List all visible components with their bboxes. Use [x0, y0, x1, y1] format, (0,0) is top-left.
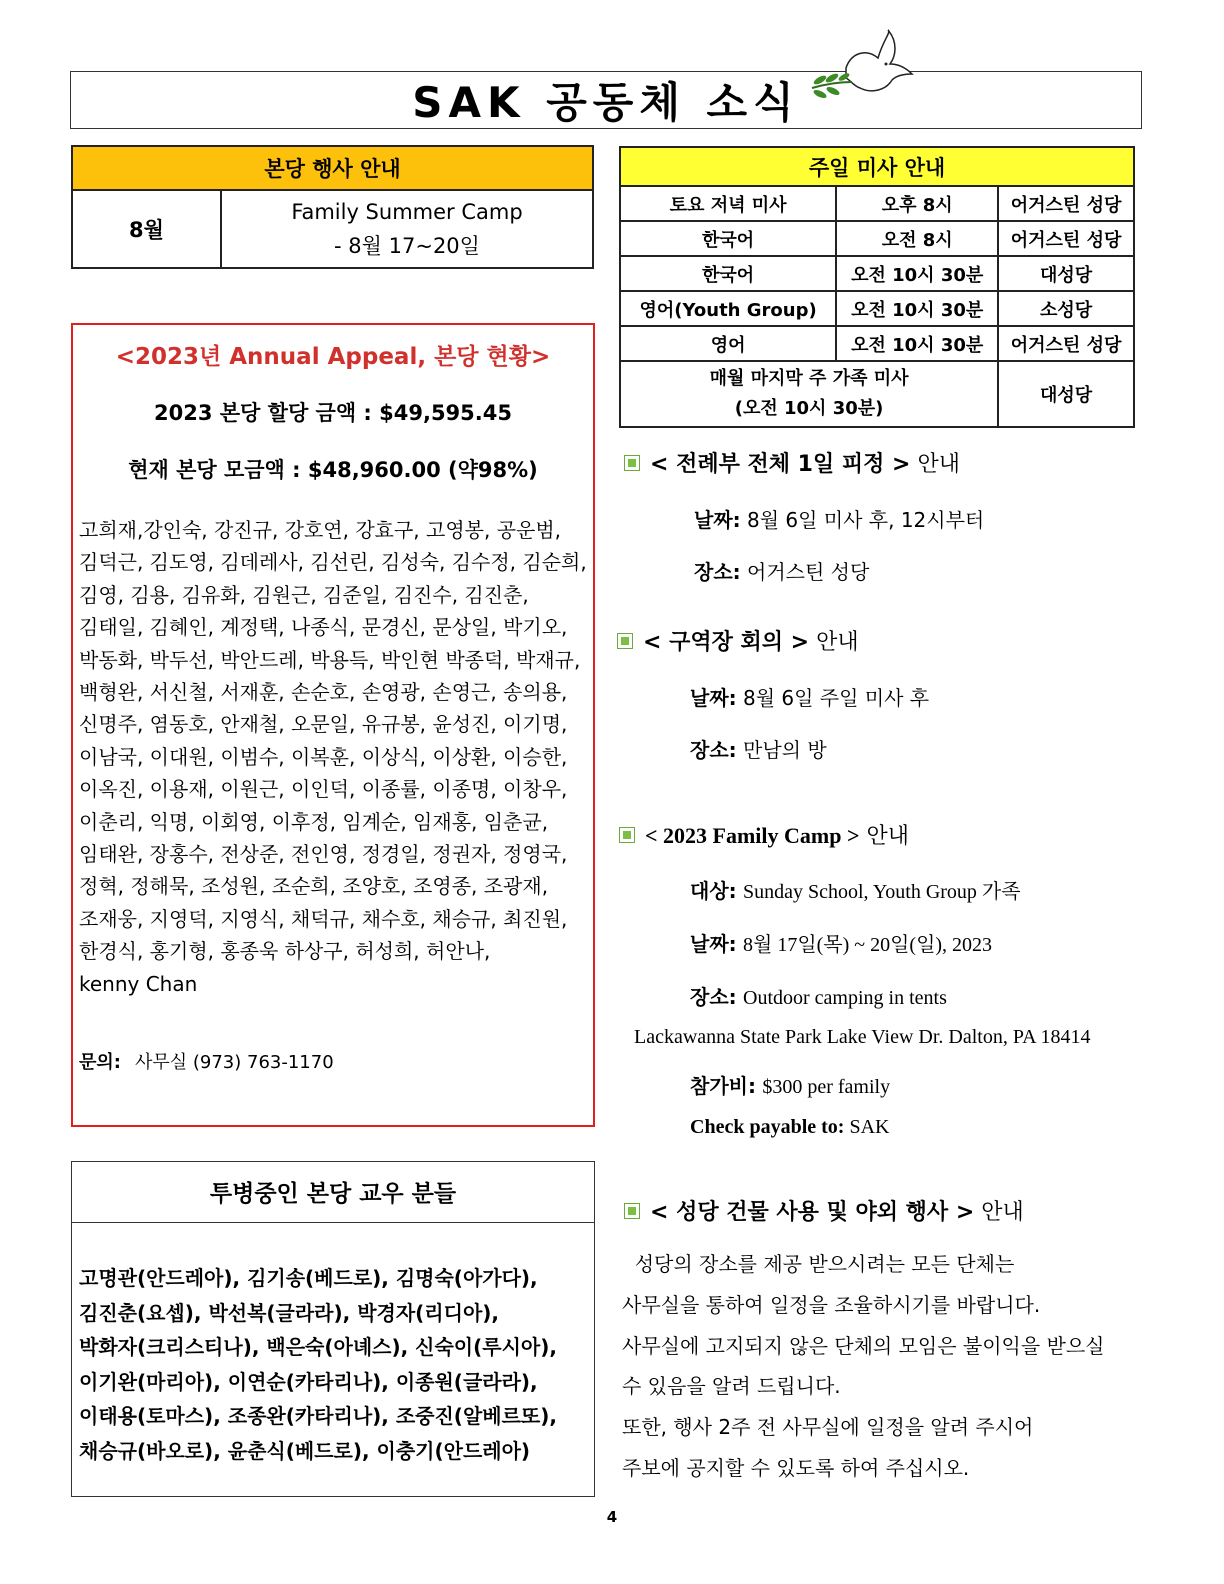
- appeal-title: <2023년 Annual Appeal, 본당 현황>: [115, 344, 551, 370]
- camp-date: [690, 928, 992, 957]
- camp-target: [690, 875, 1021, 904]
- sick-line: 이태용(토마스), 조종완(카타리나), 조중진(알베르또),: [79, 1404, 557, 1429]
- bullet-square-icon: [624, 455, 640, 471]
- mass-type: 영어: [620, 326, 836, 361]
- notice-line: 또한, 행사 2주 전 사무실에 일정을 알려 주시어: [622, 1415, 1034, 1440]
- retreat-heading-suffix: 안내: [917, 452, 961, 477]
- mass-place: 어거스틴 성당: [998, 186, 1134, 221]
- sick-line: 이기완(마리아), 이연순(카타리나), 이종원(글라라),: [79, 1369, 538, 1394]
- meeting-date: [690, 682, 929, 711]
- family-mass-time: (오전 10시 30분): [734, 398, 884, 419]
- place-value: 어거스틴 성당: [747, 560, 870, 584]
- place-value: 만남의 방: [743, 738, 827, 762]
- camp-place: [690, 981, 947, 1010]
- donor-line: 박동화, 박두선, 박안드레, 박용득, 박인현 박종덕, 박재규,: [79, 647, 581, 672]
- appeal-raised-amount: 현재 본당 모금액 : $48,960.00 (약98%): [128, 458, 538, 482]
- place-value: Outdoor camping in tents: [743, 987, 947, 1009]
- date-label: 날짜:: [694, 508, 741, 532]
- parish-events-table: [71, 145, 594, 269]
- donor-line: kenny Chan: [79, 971, 198, 996]
- sick-line: 김진춘(요셉), 박선복(글라라), 박경자(리디아),: [79, 1300, 500, 1325]
- sick-list: [79, 1261, 589, 1469]
- mass-row: [620, 186, 1134, 221]
- sick-list-title: 투병중인 본당 교우 분들: [209, 1181, 457, 1207]
- camp-fee: [690, 1070, 890, 1099]
- event-dates: - 8월 17~20일: [334, 234, 480, 258]
- target-label: 대상:: [690, 879, 737, 903]
- notice-line: 수 있음을 알려 드립니다.: [622, 1374, 841, 1399]
- donor-line: 조재웅, 지영덕, 지영식, 채덕규, 채수호, 채승규, 최진원,: [79, 906, 568, 931]
- contact-label: 문의:: [79, 1052, 121, 1073]
- donor-line: 백형완, 서신철, 서재훈, 손순호, 손영광, 손영근, 송의용,: [79, 680, 568, 705]
- sick-line: 고명관(안드레아), 김기송(베드로), 김명숙(아가다),: [79, 1266, 538, 1290]
- date-value: 8월 17일(목) ~ 20일(일), 2023: [743, 934, 993, 956]
- donor-line: 이남국, 이대원, 이범수, 이복훈, 이상식, 이상환, 이승한,: [79, 744, 568, 769]
- camp-heading-title: < 2023 Family Camp >: [645, 823, 860, 848]
- family-mass-desc: [620, 361, 998, 427]
- place-label: 장소:: [690, 985, 737, 1009]
- place-label: 장소:: [690, 738, 737, 762]
- event-description: [221, 190, 593, 268]
- mass-type: 한국어: [620, 221, 836, 256]
- camp-address: Lackawanna State Park Lake View Dr. Dalton, PA 18414: [634, 1026, 1091, 1048]
- check-label: Check payable to:: [690, 1116, 845, 1138]
- place-label: 장소:: [694, 560, 741, 584]
- mass-row: [620, 326, 1134, 361]
- mass-row: [620, 221, 1134, 256]
- family-mass-row: [620, 361, 1134, 427]
- date-value: 8월 6일 미사 후, 12시부터: [747, 508, 985, 532]
- mass-type: 영어(Youth Group): [620, 291, 836, 326]
- sick-list-divider: [71, 1222, 595, 1223]
- mass-row: [620, 291, 1134, 326]
- donor-line: 이옥진, 이용재, 이원근, 이인덕, 이종률, 이종명, 이창우,: [79, 777, 568, 802]
- check-value: SAK: [849, 1116, 890, 1138]
- mass-time: 오전 10시 30분: [836, 291, 998, 326]
- retreat-place: [694, 556, 869, 585]
- event-month: 8월: [72, 190, 221, 268]
- donor-list: [79, 514, 591, 1000]
- retreat-heading: [624, 447, 960, 478]
- building-use-heading-title: < 성당 건물 사용 및 야외 행사 >: [650, 1200, 975, 1225]
- mass-time: 오전 10시 30분: [836, 256, 998, 291]
- mass-time: 오후 8시: [836, 186, 998, 221]
- mass-type: 한국어: [620, 256, 836, 291]
- donor-line: 신명주, 염동호, 안재철, 오문일, 유규봉, 윤성진, 이기명,: [79, 712, 568, 737]
- fee-label: 참가비:: [690, 1074, 756, 1098]
- page-title: SAK 공동체 소식: [412, 78, 800, 127]
- contact-phone: 사무실 (973) 763-1170: [134, 1052, 334, 1073]
- sick-line: 박화자(크리스티나), 백은숙(아녜스), 신숙이(루시아),: [79, 1335, 557, 1360]
- building-use-heading: [624, 1195, 1024, 1226]
- events-header: 본당 행사 안내: [72, 146, 593, 190]
- event-name: Family Summer Camp: [291, 200, 523, 224]
- notice-line: 사무실에 고지되지 않은 단체의 모임은 불이익을 받으실: [622, 1333, 1105, 1358]
- meeting-heading-title: < 구역장 회의 >: [643, 630, 810, 655]
- family-mass-place: 대성당: [998, 361, 1134, 427]
- donor-line: 고희재,강인숙, 강진규, 강호연, 강효구, 고영봉, 공운범,: [79, 518, 562, 542]
- meeting-heading-suffix: 안내: [816, 630, 859, 655]
- building-use-heading-suffix: 안내: [981, 1200, 1024, 1225]
- mass-type: 토요 저녁 미사: [620, 186, 836, 221]
- mass-row: [620, 256, 1134, 291]
- date-value: 8월 6일 주일 미사 후: [743, 686, 930, 710]
- mass-header: 주일 미사 안내: [620, 147, 1134, 186]
- camp-heading-suffix: 안내: [866, 824, 910, 849]
- donor-line: 정혁, 정해묵, 조성원, 조순희, 조양호, 조영종, 조광재,: [79, 874, 549, 899]
- donor-line: 김덕근, 김도영, 김데레사, 김선린, 김성숙, 김수정, 김순희,: [79, 550, 587, 575]
- donor-line: 이춘리, 익명, 이회영, 이후정, 임계순, 임재홍, 임춘균,: [79, 809, 549, 834]
- donor-line: 한경식, 홍기형, 홍종욱 하상구, 허성희, 허안나,: [79, 939, 491, 964]
- appeal-assigned-amount: 2023 본당 할당 금액 : $49,595.45: [154, 401, 512, 425]
- mass-time: 오전 8시: [836, 221, 998, 256]
- meeting-heading: [617, 625, 859, 656]
- bullet-square-icon: [619, 827, 635, 843]
- camp-check: [690, 1116, 889, 1139]
- date-label: 날짜:: [690, 686, 737, 710]
- bullet-square-icon: [617, 633, 633, 649]
- page-number: 4: [606, 1508, 618, 1526]
- mass-time: 오전 10시 30분: [836, 326, 998, 361]
- appeal-contact: [79, 1048, 334, 1074]
- mass-place: 어거스틴 성당: [998, 221, 1134, 256]
- sick-line: 채승규(바오로), 윤춘식(베드로), 이충기(안드레아): [79, 1438, 531, 1463]
- dove-icon: [806, 28, 916, 108]
- mass-place: 대성당: [998, 256, 1134, 291]
- meeting-place: [690, 734, 827, 763]
- camp-heading: [619, 819, 909, 850]
- fee-value: $300 per family: [762, 1076, 891, 1098]
- notice-line: 사무실을 통하여 일정을 조율하시기를 바랍니다.: [622, 1292, 1041, 1317]
- mass-place: 소성당: [998, 291, 1134, 326]
- date-label: 날짜:: [690, 932, 737, 956]
- donor-line: 임태완, 장홍수, 전상준, 전인영, 정경일, 정권자, 정영국,: [79, 842, 568, 867]
- retreat-date: [694, 504, 984, 533]
- retreat-heading-title: < 전례부 전체 1일 피정 >: [650, 452, 911, 477]
- notice-line: 성당의 장소를 제공 받으시려는 모든 단체는: [622, 1252, 1015, 1276]
- target-value: Sunday School, Youth Group 가족: [743, 881, 1021, 903]
- mass-place: 어거스틴 성당: [998, 326, 1134, 361]
- bullet-square-icon: [624, 1203, 640, 1219]
- family-mass-label: 매월 마지막 주 가족 미사: [709, 368, 909, 389]
- notice-line: 주보에 공지할 수 있도록 하여 주십시오.: [622, 1455, 970, 1480]
- mass-schedule-table: [619, 146, 1135, 428]
- donor-line: 김영, 김용, 김유화, 김원근, 김준일, 김진수, 김진춘,: [79, 582, 529, 607]
- building-use-text: [622, 1244, 1142, 1489]
- donor-line: 김태일, 김혜인, 계정택, 나종식, 문경신, 문상일, 박기오,: [79, 615, 568, 640]
